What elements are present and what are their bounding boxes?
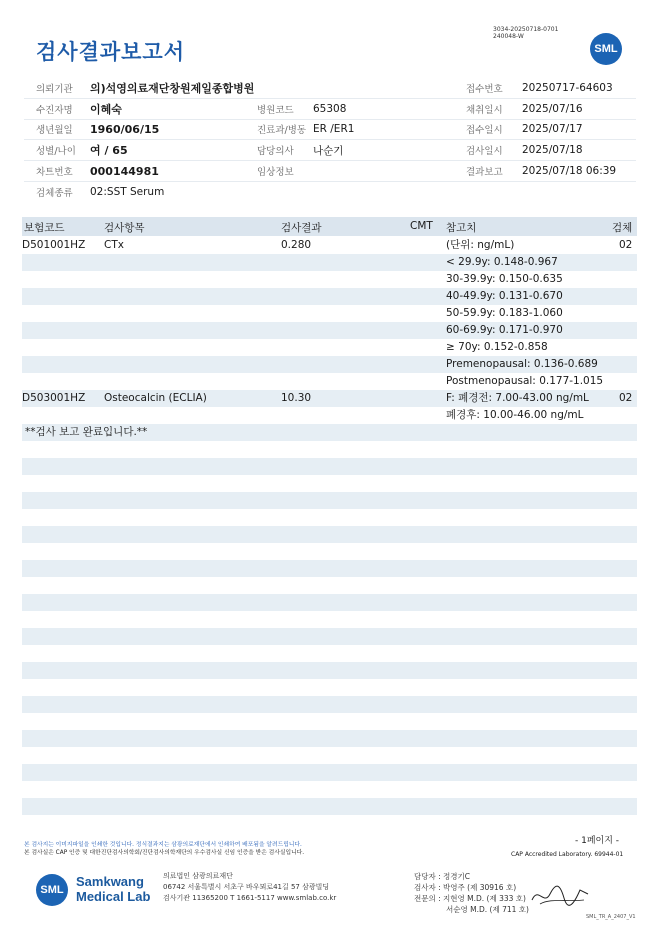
header-cmt: CMT: [410, 220, 433, 232]
info-row: [24, 161, 636, 182]
info-value: 나순기: [313, 144, 344, 157]
info-value: 65308: [313, 102, 347, 115]
patient-info: [24, 78, 636, 203]
table-stripe: [22, 560, 637, 577]
info-label: 진료과/병동: [257, 125, 307, 137]
info-row: [24, 99, 636, 120]
info-label: 결과보고: [466, 167, 503, 179]
table-stripe: [22, 764, 637, 781]
header-code: 보험코드: [24, 222, 65, 234]
info-label: 채취일시: [466, 104, 503, 116]
info-value: 20250717-64603: [522, 81, 613, 94]
info-value: 2025/07/18 06:39: [522, 165, 617, 178]
table-stripe: [22, 492, 637, 509]
report-code-line2: 240048-W: [493, 33, 524, 40]
sml-logo-icon: SML: [36, 874, 68, 906]
report-code-line1: 3034-20250718-0701: [493, 26, 559, 33]
lab-street: 06742 서울특별시 서초구 바우뫼로41길 57 삼광빌딩: [163, 883, 330, 891]
info-value: ER /ER1: [313, 123, 355, 136]
cell-code: D501001HZ: [22, 239, 86, 251]
table-stripe: [22, 713, 637, 730]
table-stripe: [22, 781, 637, 798]
cell-ref: F: 폐경전: 7.00-43.00 ng/mL: [446, 392, 589, 404]
header-specimen: 검체: [612, 222, 633, 234]
cell-ref: < 29.9y: 0.148-0.967: [446, 256, 558, 268]
cell-ref: (단위: ng/mL): [446, 239, 515, 251]
staff-line: 검사자 : 박영주 (제 30916 호): [414, 883, 517, 892]
cap-accreditation: CAP Accredited Laboratory. 69944-01: [511, 851, 624, 858]
signature-icon: [530, 880, 590, 910]
info-row: [24, 182, 636, 203]
staff-list: [414, 871, 529, 915]
cell-result: 10.30: [281, 392, 312, 404]
info-value: 2025/07/17: [522, 123, 583, 136]
cell-item: Osteocalcin (ECLIA): [104, 392, 207, 404]
info-value: 여 / 65: [90, 144, 128, 158]
cell-ref: Postmenopausal: 0.177-1.015: [446, 375, 604, 387]
lab-address: [163, 871, 336, 904]
info-label: 성별/나이: [36, 146, 76, 158]
header-item: 검사항목: [104, 222, 145, 234]
table-stripe: [22, 747, 637, 764]
info-row: [24, 140, 636, 161]
table-stripe: [22, 594, 637, 611]
lab-contact: 검사기관 11365200 T 1661-5117 www.smlab.co.kr: [163, 894, 337, 902]
info-label: 검체종류: [36, 188, 73, 200]
info-row: [24, 120, 636, 141]
staff-line: 담당자 : 정경기C: [414, 872, 471, 881]
info-value: 2025/07/16: [522, 102, 583, 115]
info-row: [24, 78, 636, 99]
header-result: 검사결과: [281, 222, 322, 234]
cell-ref: Premenopausal: 0.136-0.689: [446, 358, 598, 370]
table-stripe: [22, 458, 637, 475]
footer-notes: [24, 841, 544, 857]
table-stripe: [22, 441, 637, 458]
page-number: - 1페이지 -: [575, 836, 620, 846]
staff-line: 전문의 : 지현영 M.D. (제 333 호): [414, 894, 526, 903]
cell-code: **검사 보고 완료입니다.**: [25, 426, 148, 438]
cell-specimen: 02: [619, 239, 633, 251]
table-stripe: [22, 543, 637, 560]
info-label: 차트번호: [36, 167, 73, 179]
info-value: 이혜숙: [90, 102, 122, 116]
cell-result: 0.280: [281, 239, 312, 251]
cell-item: CTx: [104, 239, 124, 251]
info-label: 임상정보: [257, 167, 294, 179]
info-value: 2025/07/18: [522, 144, 583, 157]
sml-logo-icon: SML: [590, 33, 622, 65]
info-label: 생년월일: [36, 125, 73, 137]
footer-note: 본 검사실은 CAP 인증 및 대한진단검사의학회/진단검사의학재단의 우수검사실 신임 인증을 받은 검사실입니다.: [24, 850, 305, 856]
staff-line: 서순영 M.D. (제 711 호): [446, 905, 529, 914]
cell-ref: 40-49.9y: 0.131-0.670: [446, 290, 563, 302]
footer-note: 본 검사지는 이미지파일을 인쇄한 것입니다. 정식결과지는 삼광의료재단에서 인쇄하여 배포됨을 알려드립니다.: [24, 842, 302, 848]
table-stripe: [22, 730, 637, 747]
info-value: 의)석영의료재단창원제일종합병원: [90, 81, 255, 95]
info-label: 담당의사: [257, 146, 294, 158]
results-header: [22, 217, 637, 236]
table-stripe: [22, 577, 637, 594]
table-stripe: [22, 475, 637, 492]
info-label: 의뢰기관: [36, 83, 73, 95]
cell-specimen: 02: [619, 392, 633, 404]
table-stripe: [22, 696, 637, 713]
info-value: 000144981: [90, 164, 159, 178]
table-stripe: [22, 628, 637, 645]
info-label: 수진자명: [36, 104, 73, 116]
table-stripe: [22, 526, 637, 543]
info-value: 02:SST Serum: [90, 186, 165, 199]
info-label: 접수일시: [466, 125, 503, 137]
table-stripe: [22, 509, 637, 526]
page-title: 검사결과보고서: [36, 40, 186, 64]
table-stripe: [22, 611, 637, 628]
form-code: SML_TR_A_2407_V1: [586, 914, 636, 920]
brand-line: Samkwang: [76, 874, 144, 889]
cell-ref: 50-59.9y: 0.183-1.060: [446, 307, 563, 319]
info-label: 접수번호: [466, 83, 503, 95]
info-value: 1960/06/15: [90, 122, 160, 136]
info-label: 병원코드: [257, 104, 294, 116]
table-stripe: [22, 645, 637, 662]
brand-name: [76, 874, 150, 904]
lab-org: 의료법인 삼광의료재단: [163, 872, 233, 880]
info-label: 검사일시: [466, 146, 503, 158]
cell-ref: 60-69.9y: 0.171-0.970: [446, 324, 563, 336]
cell-code: D503001HZ: [22, 392, 86, 404]
cell-ref: 폐경후: 10.00-46.00 ng/mL: [446, 409, 584, 421]
table-stripe: [22, 662, 637, 679]
table-stripe: [22, 798, 637, 815]
cell-ref: ≥ 70y: 0.152-0.858: [446, 341, 548, 353]
brand-line: Medical Lab: [76, 889, 151, 904]
report-code: [493, 26, 558, 40]
table-stripe: [22, 679, 637, 696]
header-ref: 참고치: [446, 222, 477, 234]
cell-ref: 30-39.9y: 0.150-0.635: [446, 273, 563, 285]
